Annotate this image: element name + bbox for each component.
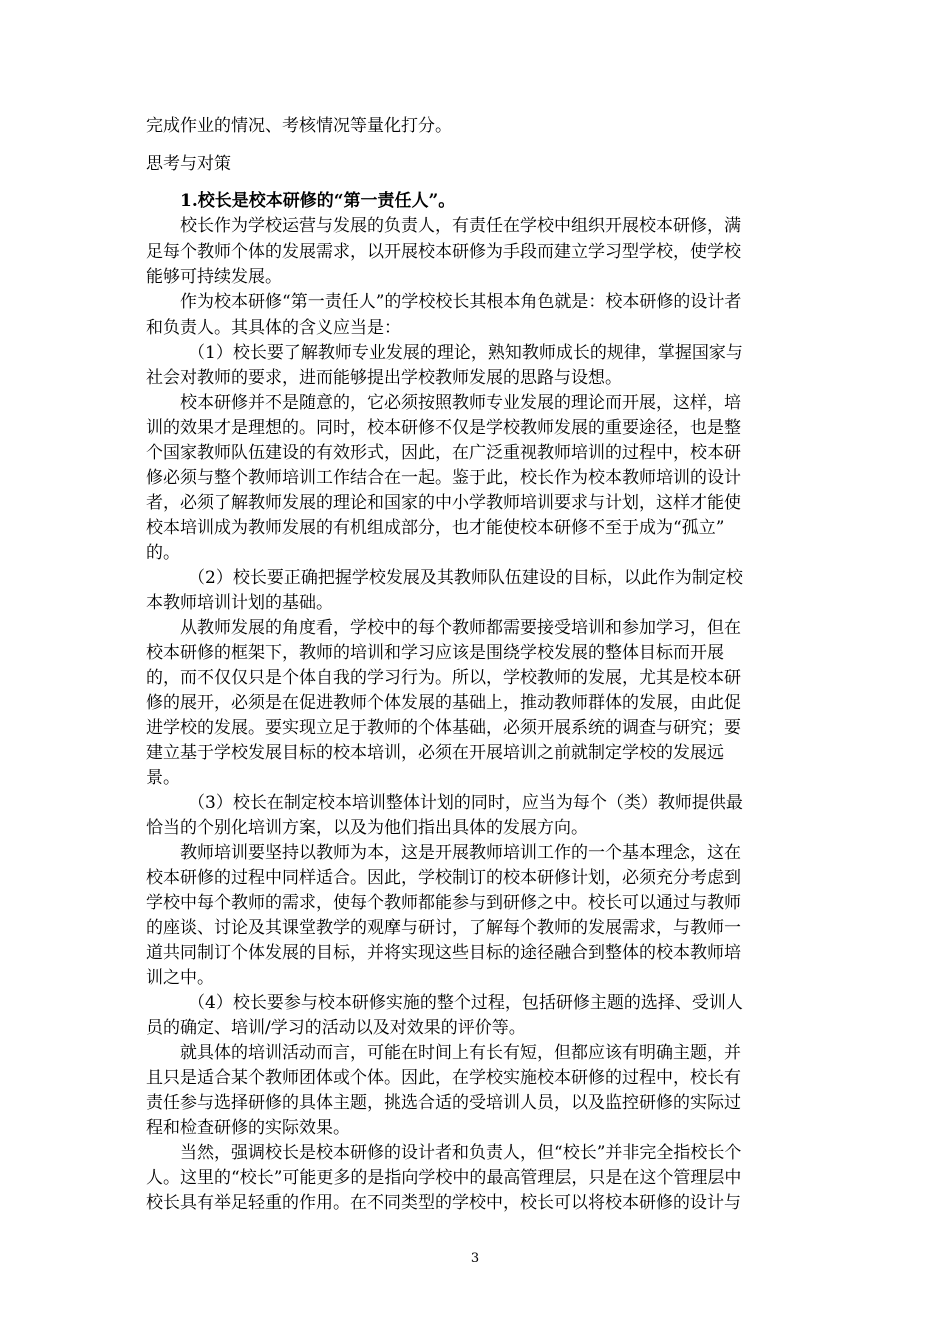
paragraph-line: 程和检查研修的实际效果。 xyxy=(146,1118,350,1138)
paragraph-line: 景。 xyxy=(146,768,180,788)
numbered-item-line: （2）校长要正确把握学校发展及其教师队伍建设的目标，以此作为制定校 xyxy=(188,568,743,588)
paragraph-line: 个国家教师队伍建设的有效形式，因此，在广泛重视教师培训的过程中，校本研 xyxy=(146,443,741,463)
paragraph-line: 的。 xyxy=(146,543,180,563)
paragraph-line: 校长具有举足轻重的作用。在不同类型的学校中，校长可以将校本研修的设计与 xyxy=(146,1193,741,1213)
paragraph-line: 校本研修并不是随意的，它必须按照教师专业发展的理论而开展，这样，培 xyxy=(180,393,741,413)
paragraph-line: 从教师发展的角度看，学校中的每个教师都需要接受培训和参加学习，但在 xyxy=(180,618,741,638)
paragraph-line: 当然，强调校长是校本研修的设计者和负责人，但“校长”并非完全指校长个 xyxy=(180,1143,742,1163)
numbered-item-line: 员的确定、培训/学习的活动以及对效果的评价等。 xyxy=(146,1018,526,1038)
paragraph-line: 且只是适合某个教师团体或个体。因此，在学校实施校本研修的过程中，校长有 xyxy=(146,1068,741,1088)
page-number: 3 xyxy=(470,1251,480,1266)
paragraph-line: 教师培训要坚持以教师为本，这是开展教师培训工作的一个基本理念，这在 xyxy=(180,843,741,863)
paragraph-line: 者，必须了解教师发展的理论和国家的中小学教师培训要求与计划，这样才能使 xyxy=(146,493,741,513)
paragraph-line: 进学校的发展。要实现立足于教师的个体基础，必须开展系统的调查与研究；要 xyxy=(146,718,741,738)
paragraph-line: 责任参与选择研修的具体主题，挑选合适的受培训人员，以及监控研修的实际过 xyxy=(146,1093,741,1113)
paragraph-line: 就具体的培训活动而言，可能在时间上有长有短，但都应该有明确主题，并 xyxy=(180,1043,741,1063)
paragraph-line: 校本培训成为教师发展的有机组成部分，也才能使校本研修不至于成为“孤立” xyxy=(146,518,725,538)
paragraph-line: 的座谈、讨论及其课堂教学的观摩与研讨，了解每个教师的发展需求，与教师一 xyxy=(146,918,741,938)
paragraph-line: 校长作为学校运营与发展的负责人，有责任在学校中组织开展校本研修，满 xyxy=(180,216,741,236)
paragraph-line: 的，而不仅仅只是个体自我的学习行为。所以，学校教师的发展，尤其是校本研 xyxy=(146,668,741,688)
paragraph-line: 训之中。 xyxy=(146,968,214,988)
numbered-item-line: （3）校长在制定校本培训整体计划的同时，应当为每个（类）教师提供最 xyxy=(188,793,743,813)
paragraph-line: 训的效果才是理想的。同时，校本研修不仅是学校教师发展的重要途径，也是整 xyxy=(146,418,741,438)
paragraph-line: 道共同制订个体发展的目标，并将实现这些目标的途径融合到整体的校本教师培 xyxy=(146,943,741,963)
paragraph-line: 足每个教师个体的发展需求，以开展校本研修为手段而建立学习型学校，使学校 xyxy=(146,242,741,262)
subsection-heading: 1.校长是校本研修的“第一责任人”。 xyxy=(180,191,456,211)
section-heading: 思考与对策 xyxy=(146,154,231,174)
paragraph-line: 人。这里的“校长”可能更多的是指向学校中的最高管理层，只是在这个管理层中 xyxy=(146,1168,742,1188)
paragraph-line: 校本研修的框架下，教师的培训和学习应该是围绕学校发展的整体目标而开展 xyxy=(146,643,724,663)
paragraph-line: 和负责人。其具体的含义应当是： xyxy=(146,318,401,338)
paragraph-line: 校本研修的过程中同样适合。因此，学校制订的校本研修计划，必须充分考虑到 xyxy=(146,868,741,888)
paragraph-line: 修的展开，必须是在促进教师个体发展的基础上，推动教师群体的发展，由此促 xyxy=(146,693,741,713)
numbered-item-line: 本教师培训计划的基础。 xyxy=(146,593,333,613)
paragraph-line: 学校中每个教师的需求，使每个教师都能参与到研修之中。校长可以通过与教师 xyxy=(146,893,741,913)
numbered-item-line: （4）校长要参与校本研修实施的整个过程，包括研修主题的选择、受训人 xyxy=(188,993,743,1013)
paragraph-line: 能够可持续发展。 xyxy=(146,267,282,287)
paragraph-line: 建立基于学校发展目标的校本培训，必须在开展培训之前就制定学校的发展远 xyxy=(146,743,724,763)
text-line: 完成作业的情况、考核情况等量化打分。 xyxy=(146,116,452,136)
numbered-item-line: 恰当的个别化培训方案，以及为他们指出具体的发展方向。 xyxy=(146,818,588,838)
numbered-item-line: 社会对教师的要求，进而能够提出学校教师发展的思路与设想。 xyxy=(146,368,622,388)
paragraph-line: 作为校本研修“第一责任人”的学校校长其根本角色就是：校本研修的设计者 xyxy=(180,292,742,312)
paragraph-line: 修必须与整个教师培训工作结合在一起。鉴于此，校长作为校本教师培训的设计 xyxy=(146,468,741,488)
numbered-item-line: （1）校长要了解教师专业发展的理论，熟知教师成长的规律，掌握国家与 xyxy=(188,343,743,363)
